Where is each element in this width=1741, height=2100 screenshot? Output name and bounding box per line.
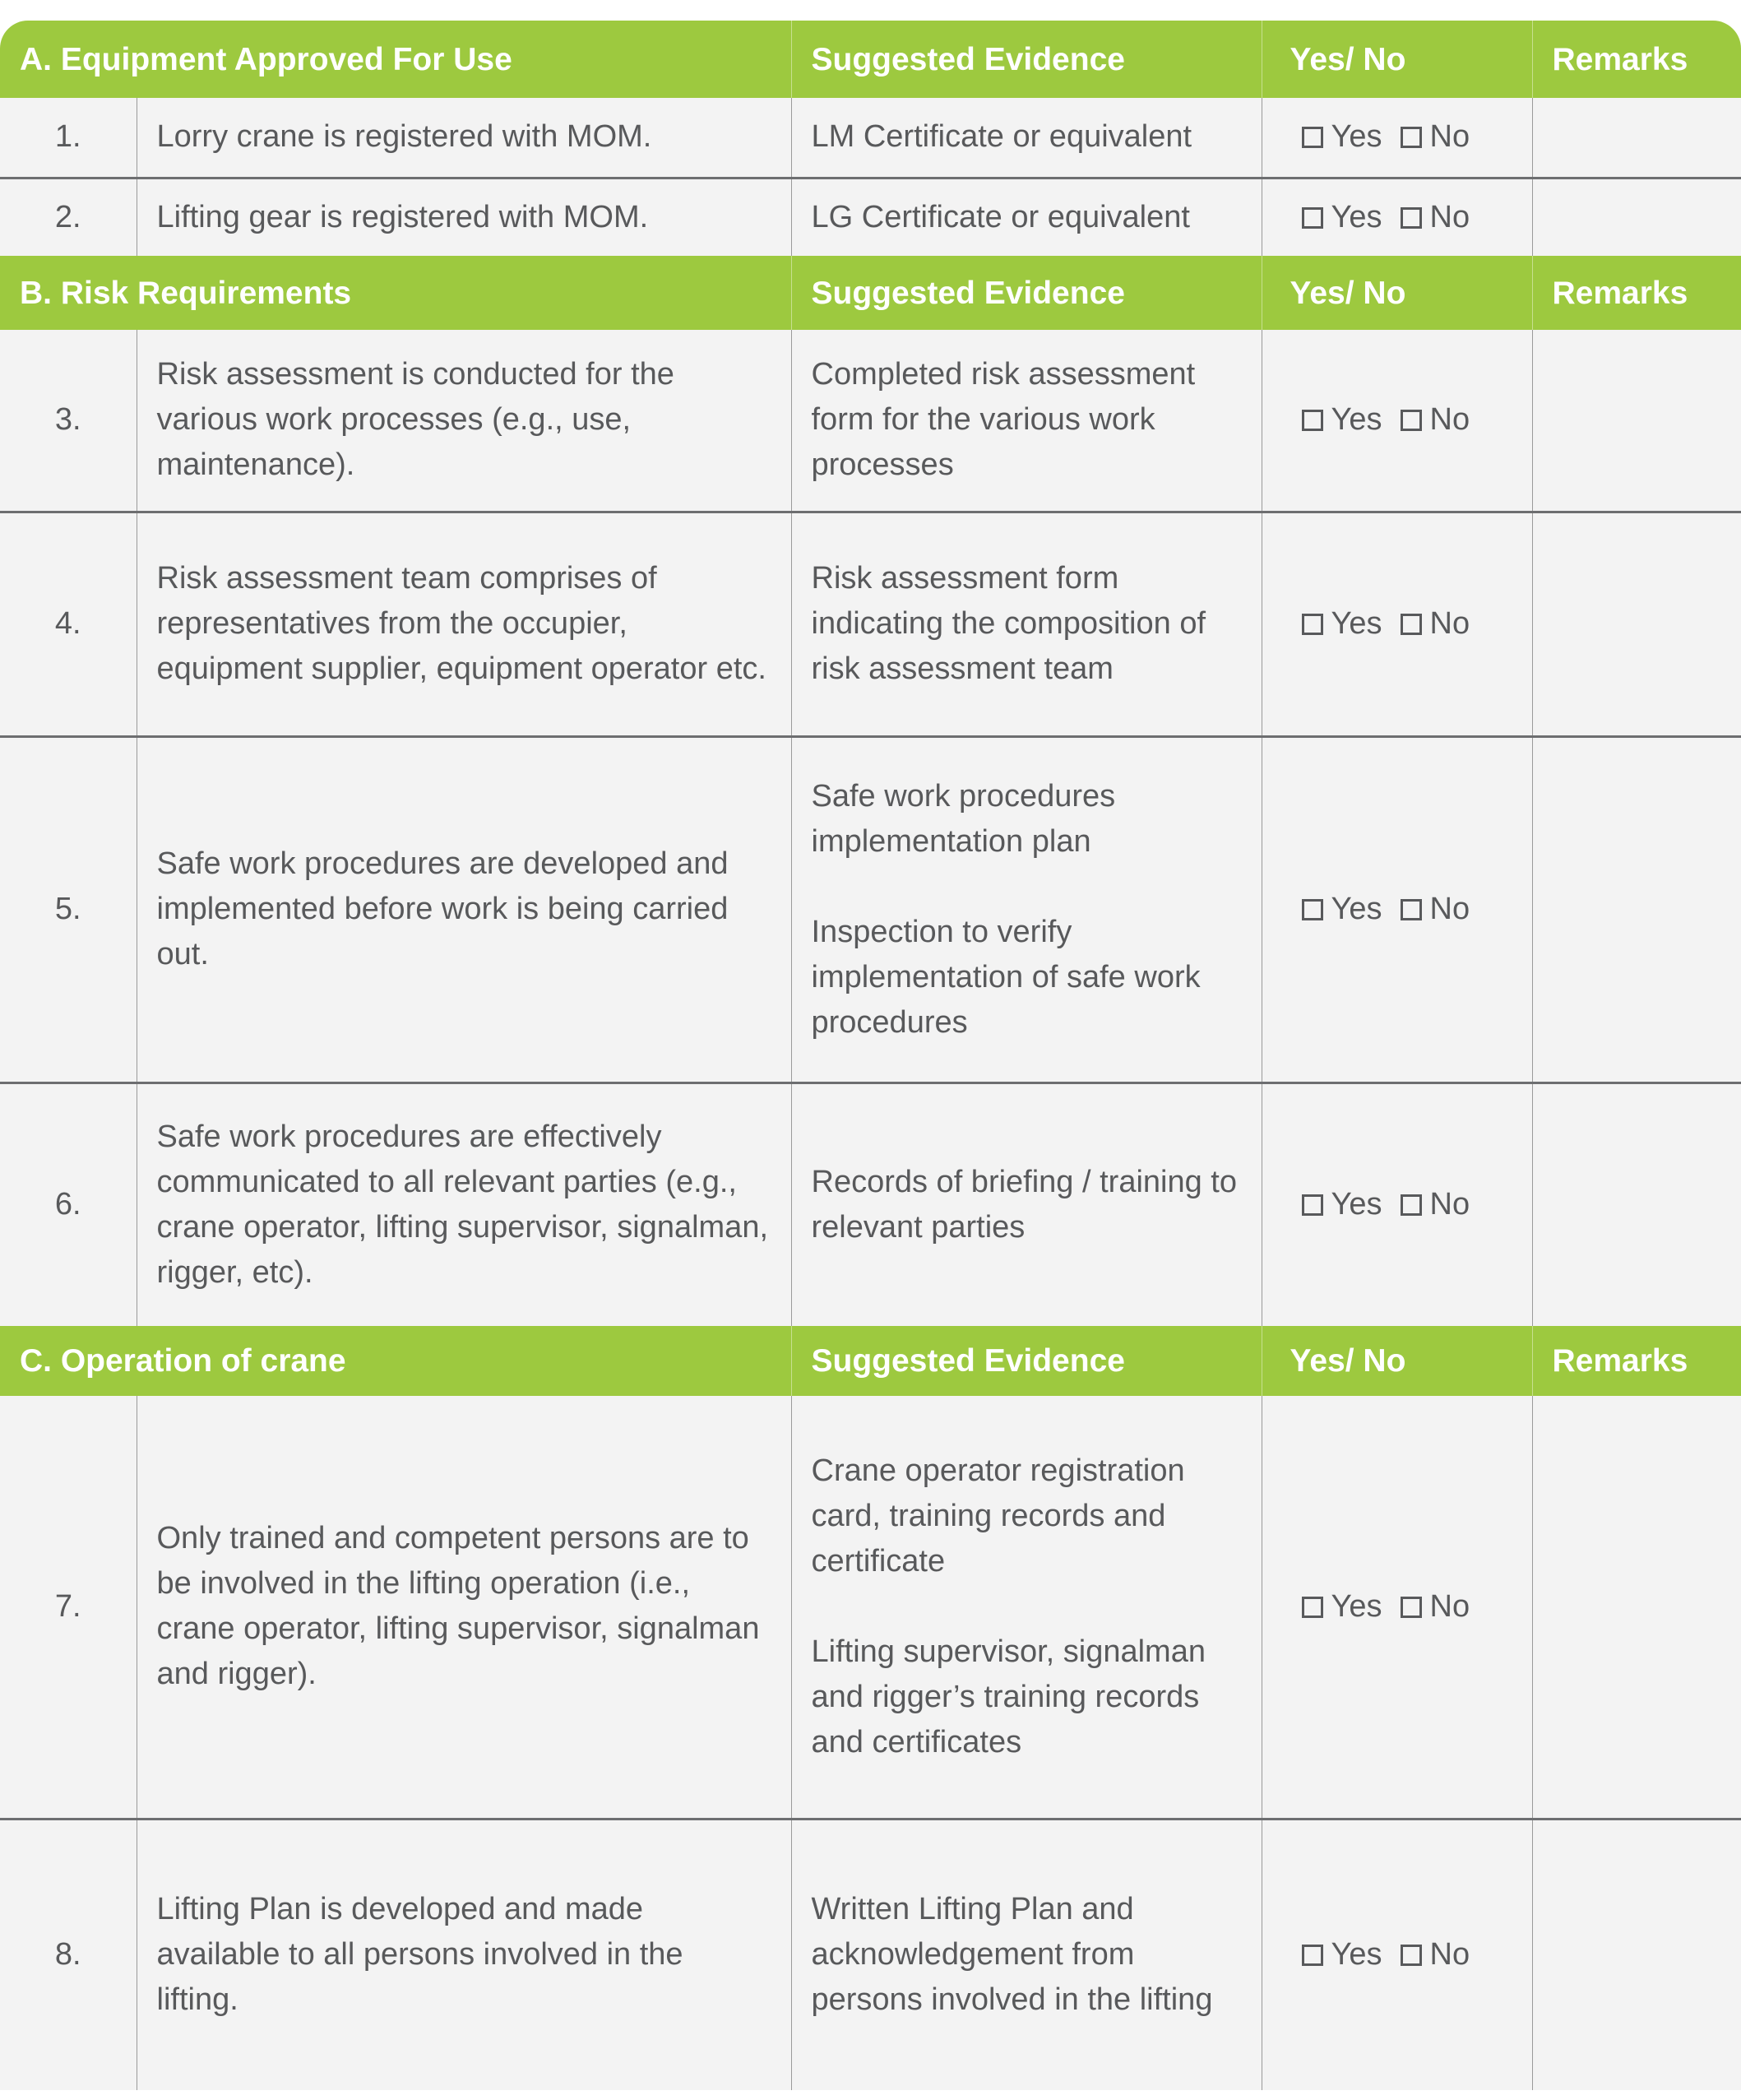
no-label: No (1429, 892, 1470, 926)
item-number: 4. (0, 512, 137, 736)
suggested-evidence (791, 736, 1262, 1082)
section-header (0, 21, 1741, 98)
evidence-text: Written Lifting Plan and acknowledgement from persons involved in the lifting (811, 1892, 1213, 2018)
item-number: 3. (0, 330, 137, 512)
yes-no-cell (1262, 178, 1532, 256)
evidence-text: Records of briefing / training to relevant parties (811, 1164, 1237, 1245)
yes-checkbox[interactable] (1302, 899, 1323, 920)
yes-option[interactable] (1302, 892, 1382, 926)
suggested-evidence (791, 1396, 1262, 1819)
no-checkbox[interactable] (1401, 1597, 1422, 1618)
no-option[interactable] (1401, 402, 1470, 437)
remarks-cell[interactable] (1532, 1396, 1741, 1819)
remarks-cell[interactable] (1532, 1082, 1741, 1326)
remarks-cell[interactable] (1532, 330, 1741, 512)
table-row (0, 1082, 1741, 1326)
item-number: 5. (0, 736, 137, 1082)
item-number: 1. (0, 98, 137, 178)
no-checkbox[interactable] (1401, 614, 1422, 635)
evidence-header: Suggested Evidence (791, 1326, 1262, 1396)
item-description: Lifting gear is registered with MOM. (137, 178, 791, 256)
evidence-text: LG Certificate or equivalent (811, 199, 1190, 234)
yes-option[interactable] (1302, 402, 1382, 437)
yes-label: Yes (1331, 119, 1382, 155)
no-checkbox[interactable] (1401, 410, 1422, 431)
item-number: 6. (0, 1082, 137, 1326)
no-checkbox[interactable] (1401, 1945, 1422, 1966)
evidence-text: Safe work procedures implementation plan (811, 778, 1116, 859)
evidence-text: Lifting supervisor, signalman and rigger’s training records and certificates (811, 1634, 1206, 1759)
yes-checkbox[interactable] (1302, 127, 1323, 148)
suggested-evidence (791, 98, 1262, 178)
remarks-cell[interactable] (1532, 512, 1741, 736)
yes-no-cell (1262, 512, 1532, 736)
yes-no-cell (1262, 330, 1532, 512)
remarks-header: Remarks (1532, 256, 1741, 330)
table-row (0, 178, 1741, 256)
item-description: Lorry crane is registered with MOM. (137, 98, 791, 178)
item-description: Risk assessment team comprises of representatives from the occupier, equipment supplier, equipment operator etc. (137, 512, 791, 736)
yes-label: Yes (1331, 606, 1382, 641)
suggested-evidence (791, 178, 1262, 256)
yes-no-cell (1262, 736, 1532, 1082)
yes-option[interactable] (1302, 200, 1382, 234)
table-row (0, 1819, 1741, 2090)
yes-option[interactable] (1302, 1187, 1382, 1222)
no-option[interactable] (1401, 892, 1470, 926)
yes-checkbox[interactable] (1302, 1945, 1323, 1966)
no-label: No (1429, 1588, 1470, 1624)
remarks-cell[interactable] (1532, 1819, 1741, 2090)
yes-checkbox[interactable] (1302, 410, 1323, 431)
yes-checkbox[interactable] (1302, 1194, 1323, 1216)
no-checkbox[interactable] (1401, 899, 1422, 920)
suggested-evidence (791, 330, 1262, 512)
suggested-evidence (791, 1082, 1262, 1326)
yes-no-cell (1262, 1082, 1532, 1326)
yes-option[interactable] (1302, 119, 1382, 154)
remarks-header: Remarks (1532, 1326, 1741, 1396)
no-option[interactable] (1401, 1589, 1470, 1624)
item-number: 2. (0, 178, 137, 256)
yes-label: Yes (1331, 892, 1382, 926)
no-checkbox[interactable] (1401, 207, 1422, 229)
section-header (0, 256, 1741, 330)
no-option[interactable] (1401, 1187, 1470, 1222)
section-title: B. Risk Requirements (0, 256, 791, 330)
item-description: Lifting Plan is developed and made available to all persons involved in the lifting. (137, 1819, 791, 2090)
yes-no-cell (1262, 1396, 1532, 1819)
yes-option[interactable] (1302, 1937, 1382, 1972)
no-option[interactable] (1401, 200, 1470, 234)
yes-checkbox[interactable] (1302, 207, 1323, 229)
no-label: No (1429, 1187, 1470, 1222)
item-number: 7. (0, 1396, 137, 1819)
no-option[interactable] (1401, 1937, 1470, 1972)
yes-no-cell (1262, 1819, 1532, 2090)
table-row (0, 330, 1741, 512)
table-row (0, 736, 1741, 1082)
yes-label: Yes (1331, 402, 1382, 438)
suggested-evidence (791, 1819, 1262, 2090)
no-checkbox[interactable] (1401, 127, 1422, 148)
no-label: No (1429, 402, 1470, 438)
evidence-text: Risk assessment form indicating the composition of risk assessment team (811, 561, 1206, 686)
item-description: Safe work procedures are effectively communicated to all relevant parties (e.g., crane operator, lifting supervisor, signalman, rigger, etc). (137, 1082, 791, 1326)
section-title: C. Operation of crane (0, 1326, 791, 1396)
evidence-text: Crane operator registration card, training records and certificate (811, 1453, 1185, 1578)
section-title: A. Equipment Approved For Use (0, 21, 791, 98)
no-label: No (1429, 199, 1470, 234)
yes-label: Yes (1331, 1588, 1382, 1624)
item-description: Only trained and competent persons are to be involved in the lifting operation (i.e., crane operator, lifting supervisor, signalman and rigger). (137, 1396, 791, 1819)
checklist-table (0, 21, 1741, 2090)
remarks-cell[interactable] (1532, 178, 1741, 256)
no-label: No (1429, 119, 1470, 155)
yes-label: Yes (1331, 1937, 1382, 1973)
table-row (0, 512, 1741, 736)
yes-option[interactable] (1302, 606, 1382, 641)
yes-label: Yes (1331, 1187, 1382, 1222)
table-row (0, 98, 1741, 178)
no-checkbox[interactable] (1401, 1194, 1422, 1216)
evidence-header: Suggested Evidence (791, 21, 1262, 98)
no-label: No (1429, 606, 1470, 641)
remarks-header: Remarks (1532, 21, 1741, 98)
remarks-cell[interactable] (1532, 736, 1741, 1082)
table-row (0, 1396, 1741, 1819)
item-description: Safe work procedures are developed and implemented before work is being carried out. (137, 736, 791, 1082)
yesno-header: Yes/ No (1262, 21, 1532, 98)
evidence-text: LM Certificate or equivalent (811, 119, 1192, 155)
section-header (0, 1326, 1741, 1396)
no-option[interactable] (1401, 606, 1470, 641)
yes-checkbox[interactable] (1302, 1597, 1323, 1618)
yes-checkbox[interactable] (1302, 614, 1323, 635)
item-description: Risk assessment is conducted for the various work processes (e.g., use, maintenance). (137, 330, 791, 512)
yes-label: Yes (1331, 199, 1382, 234)
yesno-header: Yes/ No (1262, 1326, 1532, 1396)
no-option[interactable] (1401, 119, 1470, 154)
evidence-text: Inspection to verify implementation of safe work procedures (811, 914, 1201, 1040)
yes-no-cell (1262, 98, 1532, 178)
item-number: 8. (0, 1819, 137, 2090)
yes-option[interactable] (1302, 1589, 1382, 1624)
suggested-evidence (791, 512, 1262, 736)
remarks-cell[interactable] (1532, 98, 1741, 178)
evidence-text: Completed risk assessment form for the various work processes (811, 357, 1196, 483)
no-label: No (1429, 1937, 1470, 1973)
evidence-header: Suggested Evidence (791, 256, 1262, 330)
yesno-header: Yes/ No (1262, 256, 1532, 330)
